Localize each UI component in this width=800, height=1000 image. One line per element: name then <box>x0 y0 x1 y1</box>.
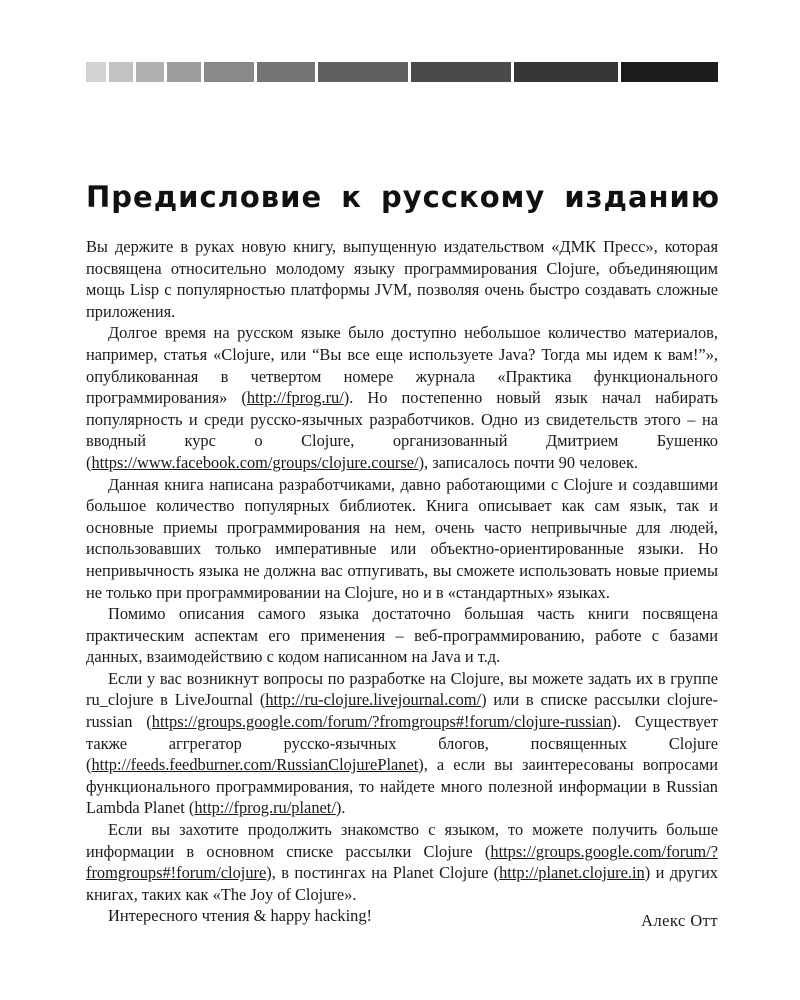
paragraph-closing: Интересного чтения & happy hacking! <box>108 906 372 926</box>
band-segment <box>257 62 315 82</box>
preface-body <box>86 236 718 927</box>
link-google-group-russian[interactable]: https://groups.google.com/forum/?fromgroups#!forum/clojure-russian <box>151 712 612 732</box>
paragraph-further: Если вы захотите продолжить знакомство с языком, то можете получить больше информации в основном списке рассылки Clojure (https://groups.google.com/forum/?fromgroups#!forum/clojure), в постингах на Planet Clojure (http://planet.clojure.in) и других книгах, таких как «The Joy of Clojure». <box>86 820 718 904</box>
link-fprog[interactable]: http://fprog.ru/ <box>246 388 344 408</box>
band-segment <box>318 62 408 82</box>
link-planet-clojure[interactable]: http://planet.clojure.in <box>499 863 645 883</box>
paragraph-community: Если у вас возникнут вопросы по разработке на Clojure, вы можете задать их в группе ru_clojure в LiveJournal (http://ru-clojure.livejournal.com/) или в списке рассылки clojure-russian (https://groups.google.com/forum/?fromgroups#!forum/clojure-russian). Существует также аггрегатор русско-язычных блогов, посвященных Clojure (http://feeds.feedburner.com/RussianClojurePlanet), а если вы заинтересованы вопросами функционального программирования, то найдете много полезной информации в Russian Lambda Planet (http://fprog.ru/planet/). <box>86 668 718 818</box>
paragraph-authors: Данная книга написана разработчиками, давно работающими с Clojure и создавшими большое количество популярных библиотек. Книга описывает как сам язык, так и основные приемы программирования на нем, очень часто непривычные для людей, использовавших только императивные или объектно-ориентированные языки. Но непривычность языка не должна вас отпугивать, вы сможете использовать новые приемы не только при программировании на Clojure, но и в «стандартных» языках. <box>86 474 718 602</box>
band-segment <box>514 62 618 82</box>
band-segment <box>109 62 133 82</box>
band-segment <box>167 62 201 82</box>
band-segment <box>204 62 254 82</box>
link-livejournal[interactable]: http://ru-clojure.livejournal.com/ <box>265 690 482 710</box>
link-feedburner[interactable]: http://feeds.feedburner.com/RussianClojurePlanet <box>91 755 419 775</box>
header-gradient-band <box>86 62 718 82</box>
band-segment <box>411 62 511 82</box>
band-segment <box>136 62 164 82</box>
band-segment <box>621 62 718 82</box>
paragraph-intro: Вы держите в руках новую книгу, выпущенную издательством «ДМК Пресс», которая посвящена относительно молодому языку программирования Clojure, объединяющим мощь Lisp с популярностью платформы JVM, позволяя очень быстро создавать сложные приложения. <box>86 237 718 321</box>
link-facebook-group[interactable]: https://www.facebook.com/groups/clojure.course/ <box>91 452 419 472</box>
band-segment <box>86 62 106 82</box>
paragraph-history: Долгое время на русском языке было доступно небольшое количество материалов, например, статья «Clojure, или “Вы все еще используете Java? Тогда мы идем к вам!”», опубликованная в четвертом номере журнала «Практика функционального программирования» (http://fprog.ru/). Но постепенно новый язык начал набирать популярность и среди русско-язычных разработчиков. Одно из свидетельств этого – на вводный курс о Clojure, организованный Дмитрием Бушенко (https://www.facebook.com/groups/clojure.course/), записалось почти 90 человек. <box>86 323 718 472</box>
page-title: Предисловие к русскому изданию <box>86 180 721 214</box>
link-google-group-clojure[interactable]: https://groups.google.com/forum/?fromgroups#!forum/clojure <box>86 841 718 883</box>
paragraph-practical: Помимо описания самого языка достаточно большая часть книги посвящена практическим аспектам его применения – веб-программированию, работе с базами данных, взаимодействию с кодом написанном на Java и т.д. <box>86 604 718 667</box>
author-signature: Алекс Отт <box>641 911 718 930</box>
link-fprog-planet[interactable]: http://fprog.ru/planet/ <box>194 798 336 818</box>
